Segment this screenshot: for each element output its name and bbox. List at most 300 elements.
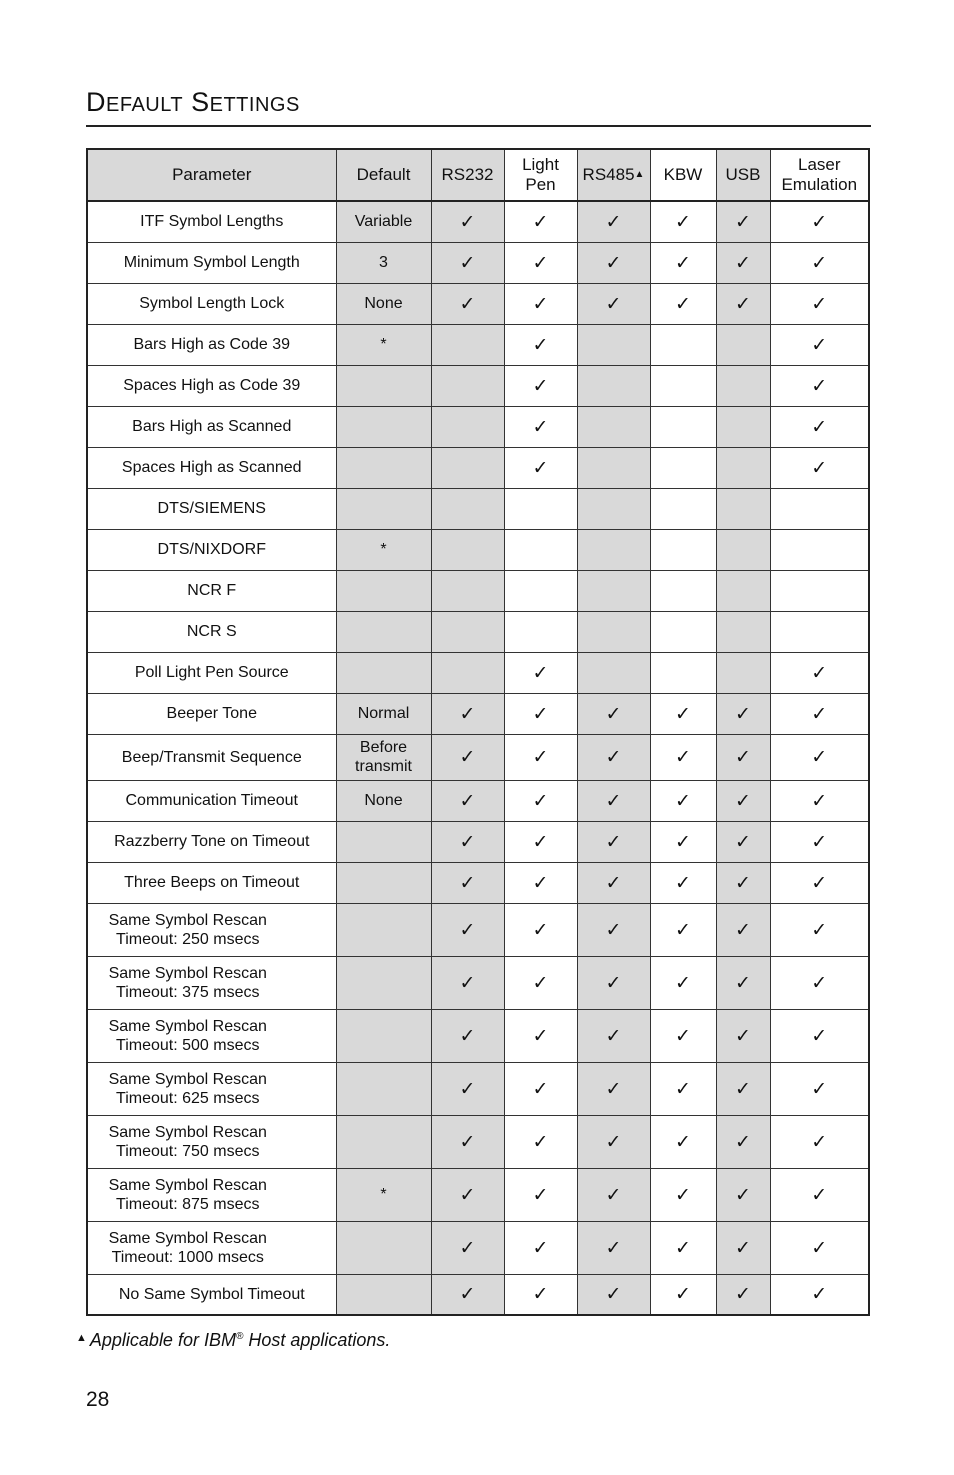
support-cell (650, 570, 716, 611)
parameter-cell: Same Symbol Rescan Timeout: 250 msecs (87, 903, 336, 956)
default-cell: None (336, 780, 431, 821)
table-row (87, 1009, 869, 1062)
col-header-default: Default (336, 149, 431, 201)
support-cell (504, 780, 577, 821)
support-cell (431, 1115, 504, 1168)
default-cell (336, 1062, 431, 1115)
support-cell (770, 324, 869, 365)
heading-cap-2: S (191, 87, 210, 117)
support-cell (431, 693, 504, 734)
table-row (87, 365, 869, 406)
table-row (87, 1274, 869, 1315)
support-cell (431, 1009, 504, 1062)
support-cell (577, 1168, 650, 1221)
support-cell (716, 862, 770, 903)
support-cell (577, 570, 650, 611)
table-row (87, 406, 869, 447)
support-cell (504, 1168, 577, 1221)
check-icon: ✓ (811, 871, 828, 894)
support-cell (770, 201, 869, 242)
support-cell (650, 734, 716, 780)
support-cell (431, 652, 504, 693)
check-icon: ✓ (532, 1183, 549, 1206)
check-icon: ✓ (811, 292, 828, 315)
support-cell (770, 903, 869, 956)
parameter-cell: Same Symbol Rescan Timeout: 375 msecs (87, 956, 336, 1009)
support-cell (504, 1115, 577, 1168)
check-icon: ✓ (675, 871, 691, 894)
check-icon: ✓ (532, 1283, 549, 1306)
support-cell (504, 652, 577, 693)
support-cell (650, 956, 716, 1009)
check-icon: ✓ (735, 1024, 751, 1047)
support-cell (504, 821, 577, 862)
default-cell: * (336, 529, 431, 570)
support-cell (770, 1221, 869, 1274)
support-cell (431, 821, 504, 862)
default-cell: * (336, 324, 431, 365)
check-icon: ✓ (605, 1283, 622, 1306)
support-cell (431, 1168, 504, 1221)
table-row (87, 447, 869, 488)
parameter-cell: Spaces High as Scanned (87, 447, 336, 488)
parameter-cell: NCR S (87, 611, 336, 652)
check-icon: ✓ (811, 333, 828, 356)
check-icon: ✓ (532, 918, 549, 941)
default-cell: None (336, 283, 431, 324)
parameter-cell: Spaces High as Code 39 (87, 365, 336, 406)
default-cell (336, 1115, 431, 1168)
parameter-cell: Same Symbol Rescan Timeout: 500 msecs (87, 1009, 336, 1062)
check-icon: ✓ (459, 871, 476, 894)
col-header-parameter: Parameter (87, 149, 336, 201)
check-icon: ✓ (605, 746, 622, 768)
support-cell (577, 201, 650, 242)
support-cell (716, 780, 770, 821)
support-cell (650, 365, 716, 406)
support-cell (577, 406, 650, 447)
support-cell (504, 324, 577, 365)
check-icon: ✓ (532, 746, 549, 768)
support-cell (577, 903, 650, 956)
table-row (87, 1062, 869, 1115)
check-icon: ✓ (532, 374, 549, 397)
check-icon: ✓ (532, 251, 549, 274)
support-cell (770, 780, 869, 821)
check-icon: ✓ (811, 1077, 828, 1100)
parameter-cell: Razzberry Tone on Timeout (87, 821, 336, 862)
check-icon: ✓ (605, 1130, 622, 1153)
support-cell (504, 570, 577, 611)
support-cell (770, 693, 869, 734)
support-cell (650, 242, 716, 283)
support-cell (716, 903, 770, 956)
support-cell (770, 365, 869, 406)
support-cell (650, 1168, 716, 1221)
support-cell (431, 611, 504, 652)
support-cell (716, 324, 770, 365)
check-icon: ✓ (605, 918, 622, 941)
col-header-laser-emulation: Laser Emulation (770, 149, 869, 201)
support-cell (650, 283, 716, 324)
parameter-cell: Beeper Tone (87, 693, 336, 734)
support-cell (716, 1221, 770, 1274)
support-cell (431, 283, 504, 324)
table-body (87, 201, 869, 1315)
check-icon: ✓ (735, 1236, 751, 1259)
support-cell (504, 693, 577, 734)
support-cell (716, 406, 770, 447)
support-cell (716, 693, 770, 734)
check-icon: ✓ (532, 1130, 549, 1153)
check-icon: ✓ (532, 971, 549, 994)
support-cell (431, 780, 504, 821)
table-row (87, 780, 869, 821)
support-cell (504, 283, 577, 324)
support-cell (770, 1115, 869, 1168)
default-cell (336, 1009, 431, 1062)
support-cell (577, 821, 650, 862)
default-cell (336, 570, 431, 611)
default-cell (336, 406, 431, 447)
support-cell (770, 734, 869, 780)
check-icon: ✓ (735, 1283, 751, 1306)
support-cell (577, 611, 650, 652)
check-icon: ✓ (459, 1077, 476, 1100)
support-cell (577, 956, 650, 1009)
check-icon: ✓ (735, 746, 751, 768)
support-cell (770, 447, 869, 488)
default-cell: * (336, 1168, 431, 1221)
check-icon: ✓ (811, 789, 828, 812)
support-cell (650, 529, 716, 570)
check-icon: ✓ (675, 830, 691, 853)
support-cell (431, 862, 504, 903)
parameter-cell: DTS/SIEMENS (87, 488, 336, 529)
support-cell (716, 1274, 770, 1315)
check-icon: ✓ (735, 830, 751, 853)
support-cell (716, 1062, 770, 1115)
check-icon: ✓ (675, 1283, 691, 1306)
default-cell (336, 862, 431, 903)
support-cell (770, 242, 869, 283)
registered-mark: ® (235, 1331, 244, 1342)
support-cell (716, 1115, 770, 1168)
support-cell (504, 903, 577, 956)
table-row (87, 693, 869, 734)
table-header-row (87, 149, 869, 201)
parameter-cell: NCR F (87, 570, 336, 611)
parameter-cell: Same Symbol Rescan Timeout: 750 msecs (87, 1115, 336, 1168)
support-cell (431, 956, 504, 1009)
parameter-cell: Same Symbol Rescan Timeout: 875 msecs (87, 1168, 336, 1221)
check-icon: ✓ (811, 1236, 828, 1259)
check-icon: ✓ (532, 702, 549, 725)
support-cell (650, 1274, 716, 1315)
support-cell (650, 903, 716, 956)
check-icon: ✓ (605, 1024, 622, 1047)
check-icon: ✓ (459, 251, 476, 274)
check-icon: ✓ (605, 1183, 622, 1206)
heading-rest-1: EFAULT (106, 94, 184, 116)
support-cell (431, 1221, 504, 1274)
support-cell (431, 1062, 504, 1115)
table-row (87, 903, 869, 956)
support-cell (716, 956, 770, 1009)
support-cell (431, 1274, 504, 1315)
support-cell (504, 862, 577, 903)
support-cell (504, 1221, 577, 1274)
ibm-marker-icon: ▲ (634, 169, 645, 180)
support-cell (577, 1009, 650, 1062)
support-cell (504, 488, 577, 529)
parameter-cell: Symbol Length Lock (87, 283, 336, 324)
default-cell: Normal (336, 693, 431, 734)
support-cell (431, 903, 504, 956)
check-icon: ✓ (459, 1236, 476, 1259)
default-cell: 3 (336, 242, 431, 283)
support-cell (504, 956, 577, 1009)
support-cell (577, 324, 650, 365)
support-cell (577, 283, 650, 324)
support-cell (650, 324, 716, 365)
support-cell (716, 1168, 770, 1221)
check-icon: ✓ (675, 1183, 691, 1206)
check-icon: ✓ (811, 918, 828, 941)
parameter-cell: Bars High as Scanned (87, 406, 336, 447)
check-icon: ✓ (532, 456, 549, 479)
parameter-cell: Poll Light Pen Source (87, 652, 336, 693)
support-cell (716, 1009, 770, 1062)
support-cell (577, 734, 650, 780)
support-cell (770, 956, 869, 1009)
support-cell (504, 734, 577, 780)
heading-cap-1: D (86, 87, 106, 117)
default-cell (336, 447, 431, 488)
default-cell: Before transmit (336, 734, 431, 780)
support-cell (770, 529, 869, 570)
section-heading (86, 84, 871, 127)
support-cell (504, 447, 577, 488)
table-row (87, 956, 869, 1009)
check-icon: ✓ (532, 1024, 549, 1047)
support-cell (650, 201, 716, 242)
support-cell (716, 488, 770, 529)
check-icon: ✓ (532, 292, 549, 315)
check-icon: ✓ (605, 789, 622, 812)
parameter-cell: No Same Symbol Timeout (87, 1274, 336, 1315)
check-icon: ✓ (605, 1236, 622, 1259)
support-cell (650, 780, 716, 821)
support-cell (650, 447, 716, 488)
support-cell (716, 283, 770, 324)
check-icon: ✓ (459, 789, 476, 812)
check-icon: ✓ (735, 292, 751, 315)
support-cell (431, 242, 504, 283)
check-icon: ✓ (675, 702, 691, 725)
table-row (87, 324, 869, 365)
parameter-cell: Bars High as Code 39 (87, 324, 336, 365)
support-cell (431, 734, 504, 780)
check-icon: ✓ (532, 415, 549, 438)
table-row (87, 821, 869, 862)
support-cell (577, 365, 650, 406)
check-icon: ✓ (735, 789, 751, 812)
support-cell (431, 529, 504, 570)
default-cell (336, 1274, 431, 1315)
support-cell (716, 611, 770, 652)
check-icon: ✓ (675, 210, 691, 233)
check-icon: ✓ (459, 1024, 476, 1047)
support-cell (504, 365, 577, 406)
default-cell (336, 903, 431, 956)
table-row (87, 862, 869, 903)
check-icon: ✓ (532, 1236, 549, 1259)
table-row (87, 652, 869, 693)
footnote (76, 1330, 390, 1351)
default-cell (336, 365, 431, 406)
support-cell (577, 242, 650, 283)
check-icon: ✓ (605, 871, 622, 894)
check-icon: ✓ (675, 1130, 691, 1153)
support-cell (431, 488, 504, 529)
parameter-cell: Beep/Transmit Sequence (87, 734, 336, 780)
support-cell (504, 1062, 577, 1115)
table-row (87, 529, 869, 570)
parameter-cell: ITF Symbol Lengths (87, 201, 336, 242)
col-header-rs485: RS485▲ (577, 149, 650, 201)
check-icon: ✓ (675, 1024, 691, 1047)
support-cell (577, 862, 650, 903)
check-icon: ✓ (735, 1183, 751, 1206)
support-cell (770, 611, 869, 652)
check-icon: ✓ (811, 374, 828, 397)
support-cell (650, 1115, 716, 1168)
support-cell (577, 1062, 650, 1115)
check-icon: ✓ (735, 971, 751, 994)
check-icon: ✓ (811, 251, 828, 274)
check-icon: ✓ (459, 1283, 476, 1306)
check-icon: ✓ (459, 210, 476, 233)
support-cell (577, 488, 650, 529)
support-cell (650, 821, 716, 862)
support-cell (650, 611, 716, 652)
check-icon: ✓ (675, 292, 691, 315)
support-cell (431, 365, 504, 406)
default-cell (336, 652, 431, 693)
check-icon: ✓ (605, 1077, 622, 1100)
parameter-cell: Same Symbol Rescan Timeout: 625 msecs (87, 1062, 336, 1115)
check-icon: ✓ (811, 830, 828, 853)
default-cell (336, 821, 431, 862)
support-cell (577, 1115, 650, 1168)
support-cell (504, 1009, 577, 1062)
support-cell (504, 529, 577, 570)
col-header-rs232: RS232 (431, 149, 504, 201)
table-row (87, 1221, 869, 1274)
parameter-cell: Communication Timeout (87, 780, 336, 821)
check-icon: ✓ (605, 702, 622, 725)
support-cell (770, 1009, 869, 1062)
check-icon: ✓ (811, 746, 828, 768)
support-cell (650, 862, 716, 903)
support-cell (650, 652, 716, 693)
page-number: 28 (86, 1388, 110, 1411)
support-cell (770, 488, 869, 529)
check-icon: ✓ (605, 292, 622, 315)
check-icon: ✓ (532, 1077, 549, 1100)
check-icon: ✓ (532, 830, 549, 853)
support-cell (716, 201, 770, 242)
table-row (87, 488, 869, 529)
support-cell (716, 570, 770, 611)
support-cell (577, 1221, 650, 1274)
check-icon: ✓ (675, 789, 691, 812)
check-icon: ✓ (532, 333, 549, 356)
table-row (87, 570, 869, 611)
heading-rest-2: ETTINGS (209, 94, 300, 116)
check-icon: ✓ (811, 702, 828, 725)
check-icon: ✓ (459, 292, 476, 315)
check-icon: ✓ (459, 1130, 476, 1153)
table-row (87, 242, 869, 283)
support-cell (650, 1062, 716, 1115)
support-cell (716, 365, 770, 406)
check-icon: ✓ (675, 746, 691, 768)
support-cell (577, 652, 650, 693)
support-cell (716, 447, 770, 488)
support-cell (431, 570, 504, 611)
support-cell (577, 447, 650, 488)
support-cell (770, 862, 869, 903)
check-icon: ✓ (735, 251, 751, 274)
default-cell (336, 1221, 431, 1274)
support-cell (504, 406, 577, 447)
support-cell (431, 324, 504, 365)
support-cell (650, 693, 716, 734)
check-icon: ✓ (605, 830, 622, 853)
col-header-usb: USB (716, 149, 770, 201)
parameter-cell: Three Beeps on Timeout (87, 862, 336, 903)
support-cell (650, 1009, 716, 1062)
support-cell (650, 488, 716, 529)
check-icon: ✓ (811, 971, 828, 994)
support-cell (770, 406, 869, 447)
check-icon: ✓ (811, 1183, 828, 1206)
support-cell (650, 406, 716, 447)
check-icon: ✓ (675, 1236, 691, 1259)
check-icon: ✓ (811, 1024, 828, 1047)
default-settings-table (86, 148, 870, 1316)
col-header-kbw: KBW (650, 149, 716, 201)
support-cell (577, 693, 650, 734)
check-icon: ✓ (811, 1283, 828, 1306)
check-icon: ✓ (811, 1130, 828, 1153)
check-icon: ✓ (811, 415, 828, 438)
support-cell (770, 652, 869, 693)
check-icon: ✓ (811, 456, 828, 479)
parameter-cell: DTS/NIXDORF (87, 529, 336, 570)
check-icon: ✓ (735, 918, 751, 941)
support-cell (716, 242, 770, 283)
check-icon: ✓ (605, 971, 622, 994)
support-cell (716, 529, 770, 570)
footnote-text-before: Applicable for IBM (89, 1330, 236, 1350)
default-cell (336, 488, 431, 529)
check-icon: ✓ (735, 1130, 751, 1153)
support-cell (431, 406, 504, 447)
check-icon: ✓ (459, 971, 476, 994)
